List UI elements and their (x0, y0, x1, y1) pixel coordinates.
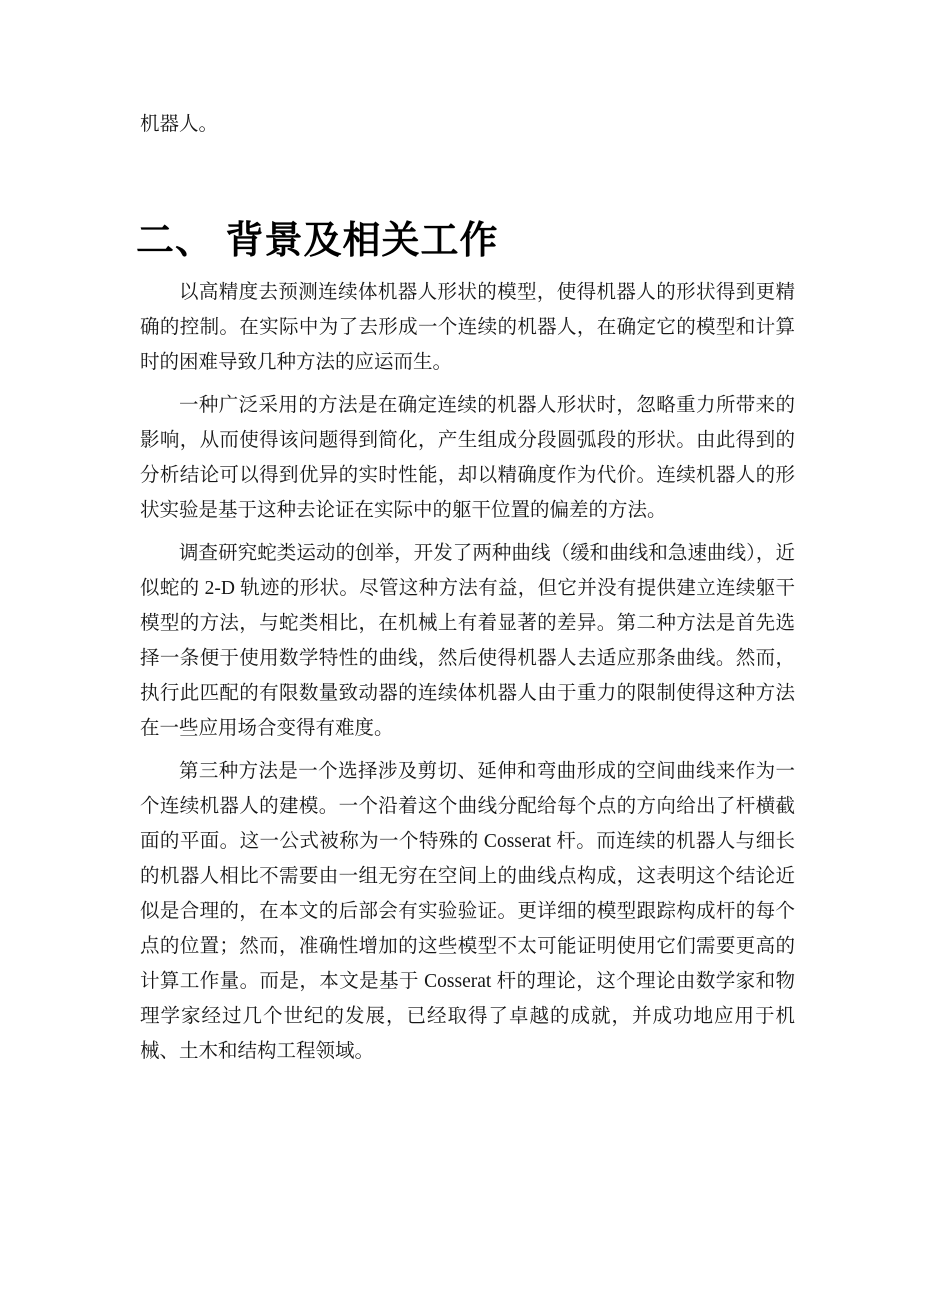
section-heading: 二、 背景及相关工作 (136, 220, 499, 262)
body-paragraph-2: 一种广泛采用的方法是在确定连续的机器人形状时，忽略重力所带来的影响，从而使得该问题得到简化，产生组成分段圆弧段的形状。由此得到的分析结论可以得到优异的实时性能，却以精确度作为代价。连续机器人的形状实验是基于这种去论证在实际中的躯干位置的偏差的方法。 (140, 395, 795, 521)
body-paragraph-1: 以高精度去预测连续体机器人形状的模型，使得机器人的形状得到更精确的控制。在实际中为了去形成一个连续的机器人，在确定它的模型和计算时的困难导致几种方法的应运而生。 (140, 282, 795, 373)
body-paragraph-3: 调查研究蛇类运动的创举，开发了两种曲线（缓和曲线和急速曲线），近似蛇的 2-D 轨迹的形状。尽管这种方法有益，但它并没有提供建立连续躯干模型的方法，与蛇类相比，在机械上有着显著的差异。第二种方法是首先选择一条便于使用数学特性的曲线，然后使得机器人去适应那条曲线。然而，执行此匹配的有限数量致动器的连续体机器人由于重力的限制使得这种方法在一些应用场合变得有难度。 (140, 543, 795, 739)
body-paragraph-4: 第三种方法是一个选择涉及剪切、延伸和弯曲形成的空间曲线来作为一个连续机器人的建模。一个沿着这个曲线分配给每个点的方向给出了杆横截面的平面。这一公式被称为一个特殊的 Cosserat 杆。而连续的机器人与细长的机器人相比不需要由一组无穷在空间上的曲线点构成，这表明这个结论近似是合理的，在本文的后部会有实验验证。更详细的模型跟踪构成杆的每个点的位置；然而，准确性增加的这些模型不太可能证明使用它们需要更高的计算工作量。而是，本文是基于 Cosserat 杆的理论，这个理论由数学家和物理学家经过几个世纪的发展，已经取得了卓越的成就，并成功地应用于机械、土木和结构工程领域。 (140, 761, 795, 1062)
previous-paragraph-tail: 机器人。 (140, 114, 219, 135)
